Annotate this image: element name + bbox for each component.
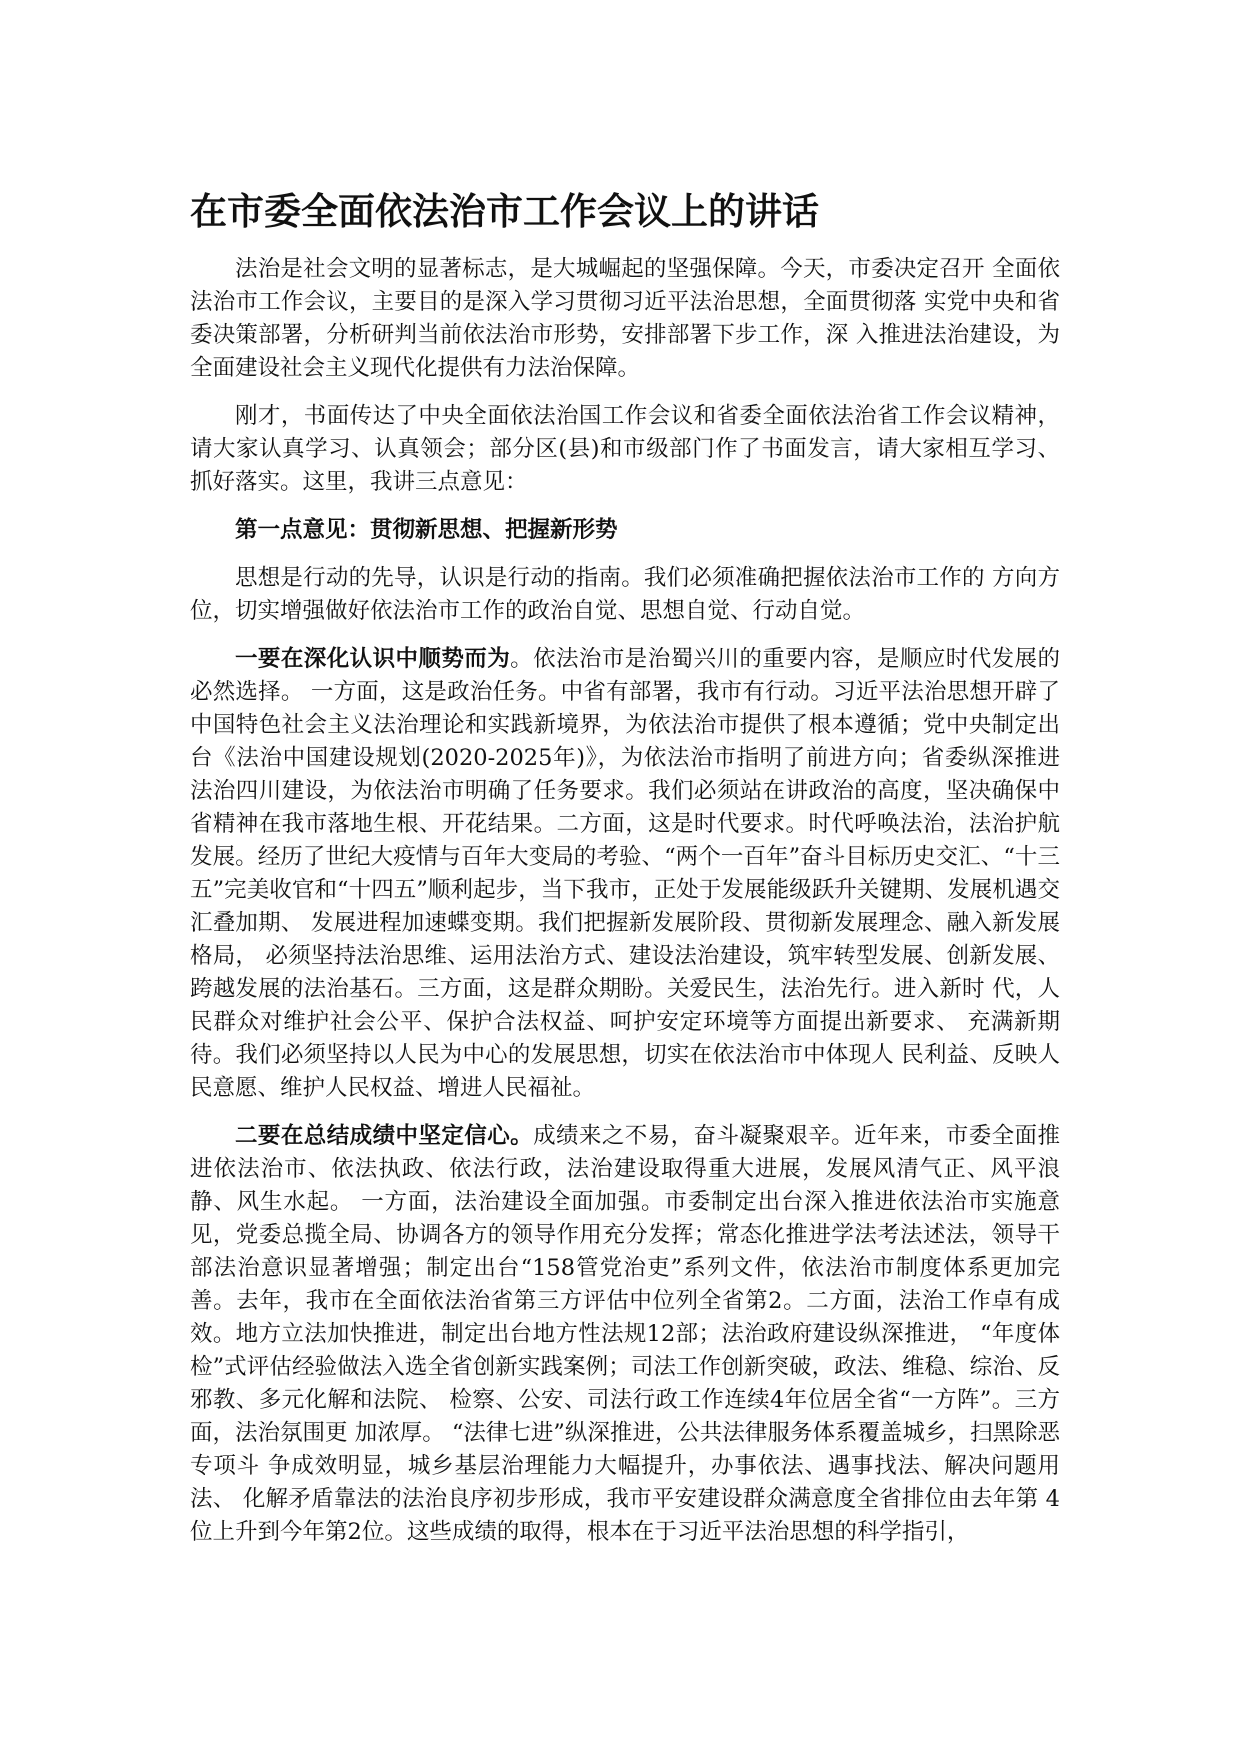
paragraph-point-2-text: 成绩来之不易，奋斗凝聚艰辛。近年来，市委全面推进依法治市、依法执政、依法行政，法治建设取得重大进展，发展风清气正、风平浪静、风生水起。 一方面，法治建设全面加强。市委制定出台深入推进依法治市实施意见，党委总揽全局、协调各方的领导作用充分发挥；常态化推进学法考法述法，领导干部法治意识显著增强；制定出台“158管党治吏”系列文件，依法治市制度体系更加完善。去年，我市在全面依法治省第三方评估中位列全省第2。二方面，法治工作卓有成效。地方立法加快推进，制定出台地方性法规12部；法治政府建设纵深推进， “年度体检”式评估经验做法入选全省创新实践案例；司法工作创新突破，政法、维稳、综治、反邪教、多元化解和法院、 检察、公安、司法行政工作连续4年位居全省“一方阵”。三方面，法治氛围更 加浓厚。 “法律七进”纵深推进，公共法律服务体系覆盖城乡，扫黑除恶专项斗 争成效明显，城乡基层治理能力大幅提升，办事依法、遇事找法、解决问题用法、 化解矛盾靠法的法治良序初步形成，我市平安建设群众满意度全省排位由去年第 4位上升到今年第2位。这些成绩的取得，根本在于习近平法治思想的科学指引， xyxy=(190,1123,1060,1545)
document-body xyxy=(190,253,1060,1549)
paragraph-point-2 xyxy=(190,1120,1060,1549)
paragraph-point-1 xyxy=(190,643,1060,1105)
section-heading-1: 第一点意见：贯彻新思想、把握新形势 xyxy=(235,517,618,543)
paragraph-point-1-lead: 一要在深化认识中顺势而为 xyxy=(235,646,511,672)
paragraph-context: 刚才，书面传达了中央全面依法治国工作会议和省委全面依法治省工作会议精神，请大家认真学习、认真领会；部分区(县)和市级部门作了书面发言，请大家相互学习、抓好落实。这里，我讲三点意见： xyxy=(190,403,1060,495)
document-title: 在市委全面依法治市工作会议上的讲话 xyxy=(190,190,819,233)
paragraph-intro: 法治是社会文明的显著标志，是大城崛起的坚强保障。今天，市委决定召开 全面依法治市工作会议，主要目的是深入学习贯彻习近平法治思想，全面贯彻落 实党中央和省委决策部署，分析研判当前依法治市形势，安排部署下步工作，深 入推进法治建设，为全面建设社会主义现代化提供有力法治保障。 xyxy=(190,256,1060,381)
paragraph-point-2-lead: 二要在总结成绩中坚定信心。 xyxy=(235,1123,534,1149)
paragraph-point-1-text: 。依法治市是治蜀兴川的重要内容，是顺应时代发展的必然选择。 一方面，这是政治任务。中省有部署，我市有行动。习近平法治思想开辟了中国特色社会主义法治理论和实践新境界，为依法治市提供了根本遵循；党中央制定出台《法治中国建设规划(2020-2025年)》，为依法治市指明了前进方向；省委纵深推进法治四川建设，为依法治市明确了任务要求。我们必须站在讲政治的高度，坚决确保中省精神在我市落地生根、开花结果。二方面，这是时代要求。时代呼唤法治，法治护航发展。经历了世纪大疫情与百年大变局的考验、“两个一百年”奋斗目标历史交汇、“十三五”完美收官和“十四五”顺利起步，当下我市，正处于发展能级跃升关键期、发展机遇交汇叠加期、 发展进程加速蝶变期。我们把握新发展阶段、贯彻新发展理念、融入新发展格局， 必须坚持法治思维、运用法治方式、建设法治建设，筑牢转型发展、创新发展、 跨越发展的法治基石。三方面，这是群众期盼。关爱民生，法治先行。进入新时 代，人民群众对维护社会公平、保护合法权益、呵护安定环境等方面提出新要求、 充满新期待。我们必须坚持以人民为中心的发展思想，切实在依法治市中体现人 民利益、反映人民意愿、维护人民权益、增进人民福祉。 xyxy=(190,646,1060,1101)
paragraph-section-1-intro: 思想是行动的先导，认识是行动的指南。我们必须准确把握依法治市工作的 方向方位，切实增强做好依法治市工作的政治自觉、思想自觉、行动自觉。 xyxy=(190,565,1060,624)
